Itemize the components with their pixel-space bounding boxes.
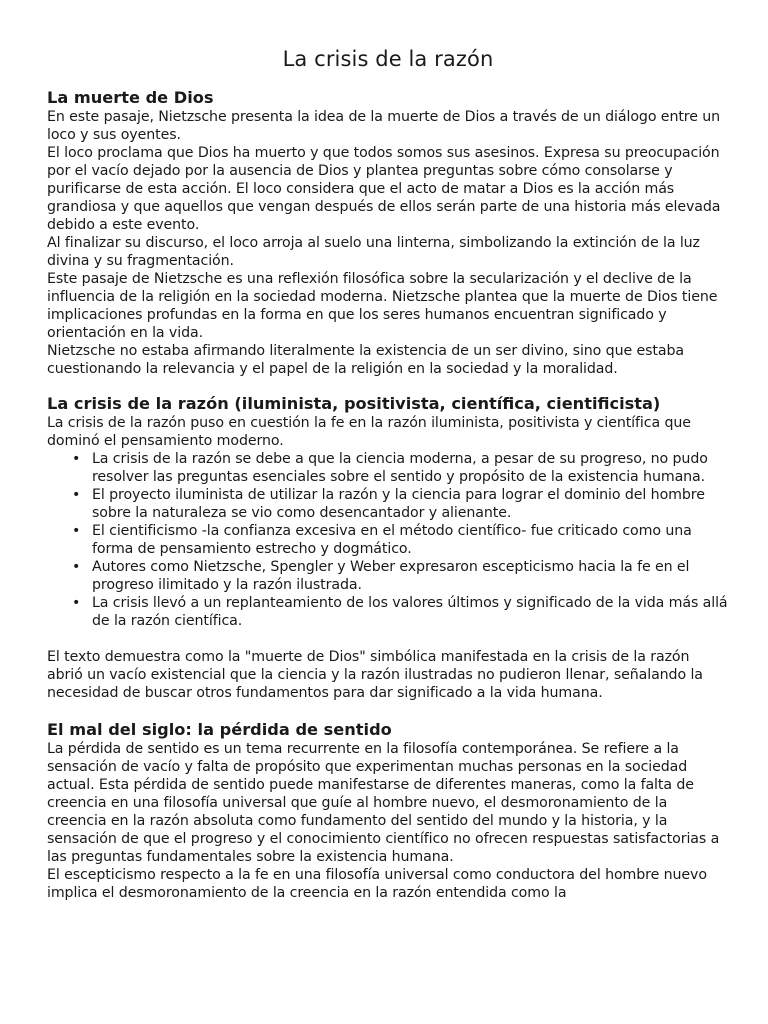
section-heading: El mal del siglo: la pérdida de sentido [47,720,392,739]
section-crisis-de-la-razon [47,394,729,702]
list-item [72,450,729,486]
bullet-list [47,450,729,630]
list-item [72,486,729,522]
paragraph: Este pasaje de Nietzsche es una reflexión filosófica sobre la secularización y el declive de la influencia de la religión en la sociedad moderna. Nietzsche plantea que la muerte de Dios tiene implicaciones profundas en la forma en que los seres humanos encuentran significado y orientación en la vida. [47,271,718,341]
section-mal-del-siglo [47,720,729,902]
list-item [72,558,729,594]
bullet-icon: • [72,487,81,503]
paragraph: El texto demuestra como la "muerte de Dios" simbólica manifestada en la crisis de la razón abrió un vacío existencial que la ciencia y la razón ilustradas no pudieron llenar, señalando la necesidad de buscar otros fundamentos para dar significado a la vida humana. [47,649,703,701]
bullet-icon: • [72,451,81,467]
bullet-icon: • [72,523,81,539]
list-item [72,594,729,630]
paragraph: El loco proclama que Dios ha muerto y que todos somos sus asesinos. Expresa su preocupación por el vacío dejado por la ausencia de Dios y plantea preguntas sobre cómo consolarse y purificarse de esta acción. El loco considera que el acto de matar a Dios es la acción más grandiosa y que aquellos que vengan después de ellos serán parte de una historia más elevada debido a este evento. [47,145,721,233]
paragraph: Al finalizar su discurso, el loco arroja al suelo una linterna, simbolizando la extinción de la luz divina y su fragmentación. [47,235,700,269]
section-heading: La muerte de Dios [47,88,214,107]
paragraph: En este pasaje, Nietzsche presenta la idea de la muerte de Dios a través de un diálogo entre un loco y sus oyentes. [47,109,721,143]
section-muerte-de-dios [47,88,729,378]
document-title: La crisis de la razón [282,47,494,71]
paragraph: Nietzsche no estaba afirmando literalmente la existencia de un ser divino, sino que estaba cuestionando la relevancia y el papel de la religión en la sociedad y la moralidad. [47,343,684,377]
list-item-text: La crisis de la razón se debe a que la ciencia moderna, a pesar de su progreso, no pudo resolver las preguntas esenciales sobre el sentido y propósito de la existencia humana. [92,451,708,485]
list-item [72,522,729,558]
list-item-text: El proyecto iluminista de utilizar la razón y la ciencia para lograr el dominio del hombre sobre la naturaleza se vio como desencantador y alienante. [92,487,705,521]
list-item-text: El cientificismo -la confianza excesiva en el método científico- fue criticado como una forma de pensamiento estrecho y dogmático. [92,523,692,557]
paragraph: La crisis de la razón puso en cuestión la fe en la razón iluminista, positivista y científica que dominó el pensamiento moderno. [47,415,691,449]
paragraph: La pérdida de sentido es un tema recurrente en la filosofía contemporánea. Se refiere a la sensación de vacío y falta de propósito que experimentan muchas personas en la sociedad actual. Esta pérdida de sentido puede manifestarse de diferentes maneras, como la falta de creencia en una filosofía universal que guíe al hombre nuevo, el desmoronamiento de la creencia en la razón absoluta como fundamento del sentido del mundo y la historia, y la sensación de que el progreso y el conocimiento científico no ofrecen respuestas satisfactorias a las preguntas fundamentales sobre la existencia humana. [47,741,720,865]
paragraph: El escepticismo respecto a la fe en una filosofía universal como conductora del hombre nuevo implica el desmoronamiento de la creencia en la razón entendida como la [47,867,707,901]
document-page [47,44,729,902]
bullet-icon: • [72,595,81,611]
list-item-text: Autores como Nietzsche, Spengler y Weber expresaron escepticismo hacia la fe en el progreso ilimitado y la razón ilustrada. [92,559,690,593]
list-item-text: La crisis llevó a un replanteamiento de los valores últimos y significado de la vida más allá de la razón científica. [92,595,728,629]
section-heading: La crisis de la razón (iluminista, positivista, científica, cientificista) [47,394,661,413]
bullet-icon: • [72,559,81,575]
